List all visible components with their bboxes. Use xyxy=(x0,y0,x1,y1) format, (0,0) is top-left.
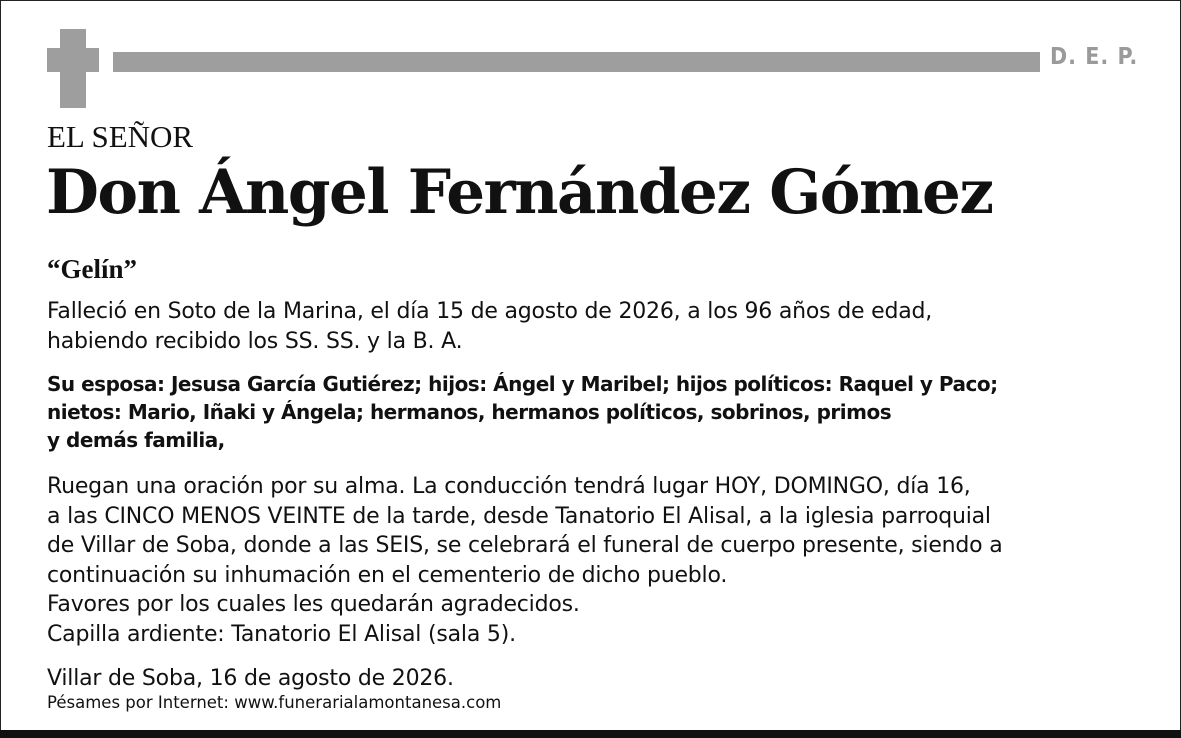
honorific-prefix: EL SEÑOR xyxy=(47,119,194,154)
header-rule xyxy=(113,52,1040,72)
place-date: Villar de Soba, 16 de agosto de 2026. xyxy=(47,666,454,691)
funeral-paragraph xyxy=(47,472,1003,649)
family-paragraph xyxy=(47,370,998,454)
funeral-line: a las CINCO MENOS VEINTE de la tarde, desde Tanatorio El Alisal, a la iglesia parroquial xyxy=(47,503,991,529)
death-notice-paragraph xyxy=(47,297,932,356)
funeral-line: Ruegan una oración por su alma. La conducción tendrá lugar HOY, DOMINGO, día 16, xyxy=(47,474,971,499)
death-notice-line: Falleció en Soto de la Marina, el día 15 de agosto de 2026, a los 96 años de edad, xyxy=(47,299,933,324)
dep-label: D. E. P. xyxy=(1050,44,1139,70)
family-line: y demás familia, xyxy=(47,428,225,452)
funeral-line: Favores por los cuales les quedarán agradecidos. xyxy=(47,592,580,617)
funeral-line: continuación su inhumación en el cementerio de dicho pueblo. xyxy=(47,562,728,588)
death-notice-line: habiendo recibido los SS. SS. y la B. A. xyxy=(47,328,463,354)
deceased-nickname: “Gelín” xyxy=(47,254,138,284)
bottom-rule xyxy=(0,730,1181,738)
family-line: Su esposa: Jesusa García Gutiérez; hijos: Ángel y Maribel; hijos políticos: Raquel y Paco; xyxy=(47,372,998,396)
deceased-name: Don Ángel Fernández Gómez xyxy=(46,157,993,228)
funeral-line: de Villar de Soba, donde a las SEIS, se celebrará el funeral de cuerpo presente, siendo a xyxy=(47,533,1003,558)
family-line: nietos: Mario, Iñaki y Ángela; hermanos, hermanos políticos, sobrinos, primos xyxy=(47,400,892,424)
funeral-line: Capilla ardiente: Tanatorio El Alisal (sala 5). xyxy=(47,621,516,647)
cross-icon-arm xyxy=(47,48,99,72)
condolences-website: Pésames por Internet: www.funerarialamontanesa.com xyxy=(47,693,502,712)
